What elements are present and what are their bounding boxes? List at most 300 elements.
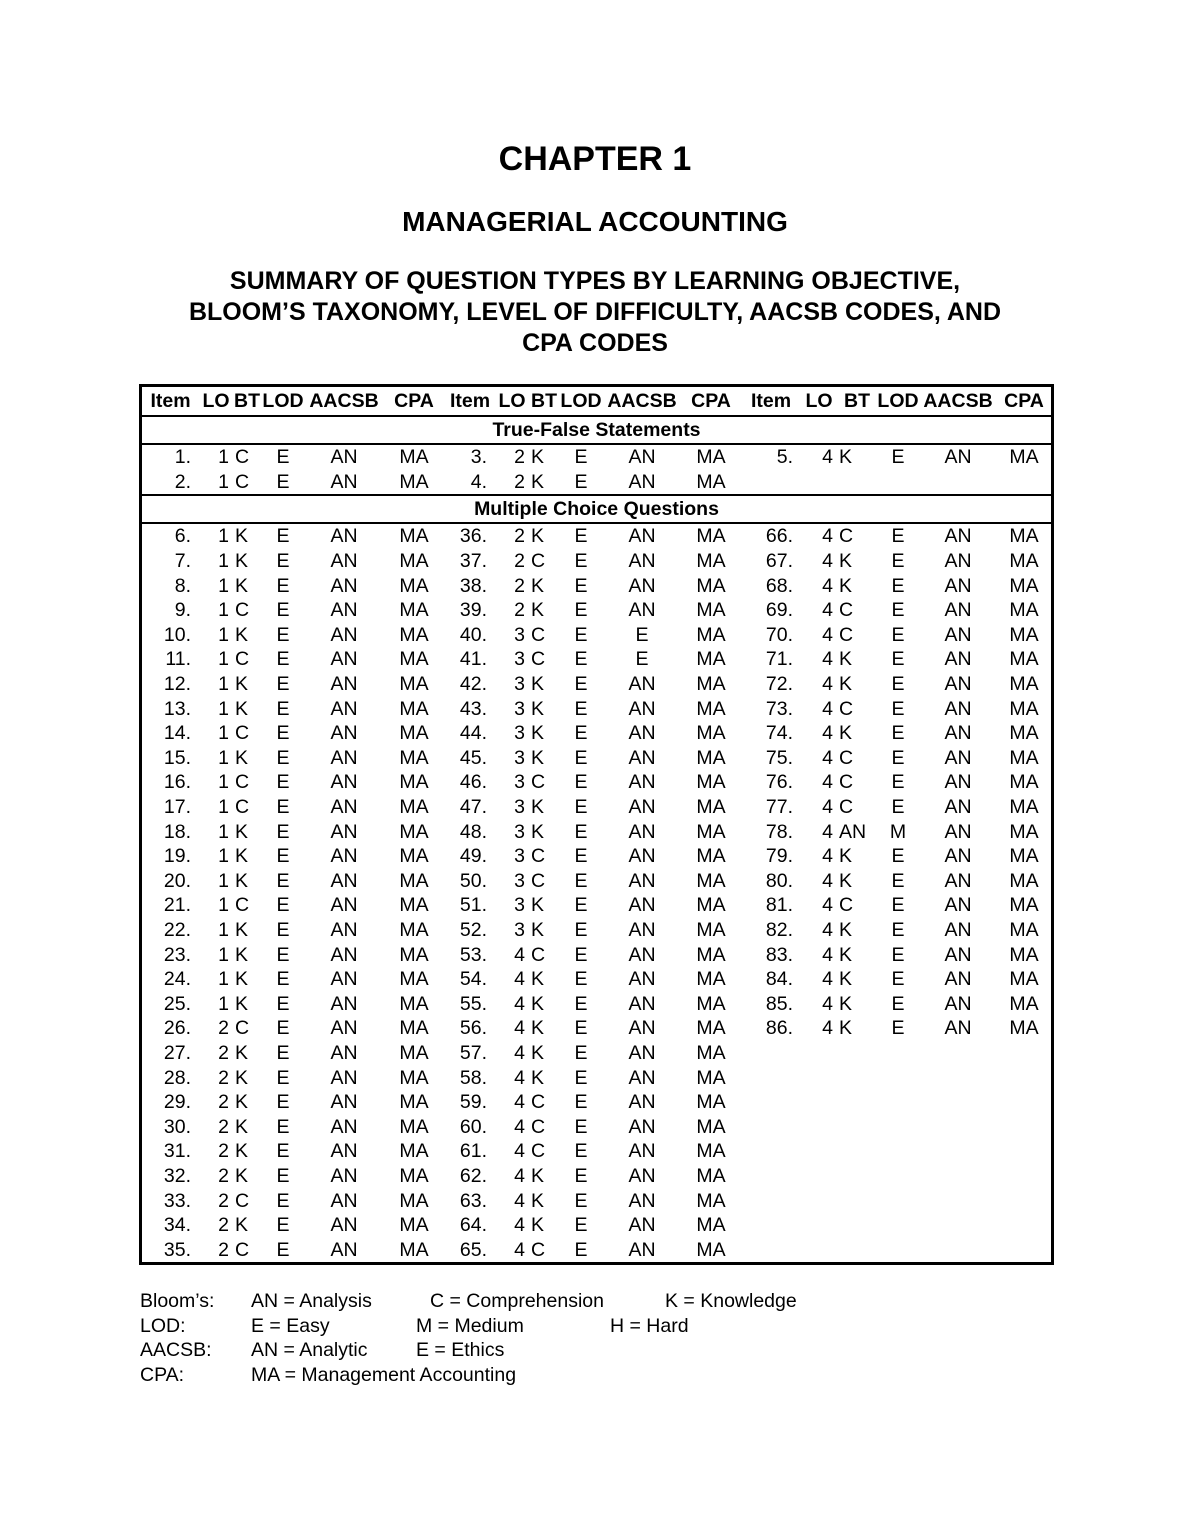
cell-it: 1. — [174, 446, 191, 469]
cell-bt: C — [235, 446, 250, 469]
cell-lod — [877, 1213, 919, 1238]
column-header-lo: LO — [199, 387, 233, 416]
column-header-cpa: CPA — [997, 387, 1051, 416]
cell-lo: 4 — [822, 1017, 833, 1040]
cell-lod: E — [891, 968, 905, 991]
cell-cpa: MA — [399, 648, 429, 671]
cell-cpa: MA — [696, 623, 726, 646]
column-header-item: Item — [445, 387, 495, 416]
cell-aacsb: E — [635, 623, 649, 646]
cell-lo: 4 — [822, 623, 833, 646]
cell-lo: 1 — [218, 599, 229, 622]
cell-lod: E — [276, 525, 290, 548]
cell-cpa: MA — [696, 1115, 726, 1138]
cell-lo: 3 — [514, 771, 525, 794]
cell-cpa: MA — [399, 697, 429, 720]
cell-bt: K — [235, 869, 249, 892]
cell-cpa: MA — [696, 992, 726, 1015]
legend-item: H = Hard — [610, 1314, 689, 1337]
cell-it: 75. — [765, 746, 793, 769]
cell-aacsb: AN — [944, 894, 972, 917]
cell-lo — [801, 1188, 837, 1213]
cell-lod: E — [891, 673, 905, 696]
legend-label: Bloom’s: — [140, 1290, 215, 1312]
cell-it: 55. — [459, 992, 487, 1015]
cell-bt: K — [839, 574, 853, 597]
cell-lo: 4 — [514, 943, 525, 966]
cell-lo: 1 — [218, 746, 229, 769]
cell-bt: C — [839, 623, 854, 646]
cell-lod: E — [574, 918, 588, 941]
cell-lo: 1 — [218, 820, 229, 843]
cell-aacsb: AN — [330, 1017, 358, 1040]
cell-cpa: MA — [696, 968, 726, 991]
table-row — [142, 918, 1051, 943]
cell-cpa: MA — [696, 446, 726, 469]
cell-aacsb — [919, 1090, 997, 1115]
summary-title — [0, 266, 1190, 359]
cell-aacsb: AN — [944, 820, 972, 843]
table-row — [142, 573, 1051, 598]
cell-it: 69. — [765, 599, 793, 622]
cell-lo: 2 — [218, 1017, 229, 1040]
cell-it: 18. — [163, 820, 191, 843]
cell-lo: 1 — [218, 470, 229, 493]
cell-aacsb: AN — [944, 746, 972, 769]
cell-it: 53. — [459, 943, 487, 966]
cell-lo: 1 — [218, 722, 229, 745]
cell-lod — [877, 1164, 919, 1189]
cell-cpa: MA — [399, 1066, 429, 1089]
cell-bt: C — [839, 599, 854, 622]
cell-aacsb: AN — [330, 1238, 358, 1261]
cell-aacsb: AN — [330, 1041, 358, 1064]
cell-aacsb: AN — [628, 918, 656, 941]
cell-aacsb: AN — [944, 722, 972, 745]
cell-lod: E — [891, 918, 905, 941]
cell-it: 28. — [163, 1066, 191, 1089]
cell-bt: K — [531, 525, 545, 548]
cell-aacsb: AN — [944, 697, 972, 720]
cell-lod: E — [574, 1164, 588, 1187]
cell-cpa: MA — [1009, 943, 1039, 966]
cell-lo: 4 — [822, 968, 833, 991]
cell-lod: E — [574, 446, 588, 469]
cell-it: 2. — [174, 470, 191, 493]
cell-aacsb: AN — [944, 1017, 972, 1040]
section-title: True-False Statements — [142, 416, 1051, 444]
cell-aacsb: AN — [330, 525, 358, 548]
table-row — [142, 770, 1051, 795]
table-row — [142, 1041, 1051, 1066]
cell-aacsb: AN — [628, 574, 656, 597]
column-header-bt: BT — [837, 387, 877, 416]
cell-it: 86. — [765, 1017, 793, 1040]
cell-cpa: MA — [696, 869, 726, 892]
table-row — [142, 1090, 1051, 1115]
table-row — [142, 942, 1051, 967]
cell-lod — [877, 1139, 919, 1164]
cell-lo: 4 — [514, 1017, 525, 1040]
cell-lod: E — [574, 525, 588, 548]
cell-lo: 4 — [822, 722, 833, 745]
cell-bt: C — [531, 623, 546, 646]
cell-it: 77. — [765, 796, 793, 819]
table-row — [142, 721, 1051, 746]
cell-cpa: MA — [399, 446, 429, 469]
cell-aacsb: AN — [330, 470, 358, 493]
cell-lo: 2 — [514, 574, 525, 597]
summary-line-2: BLOOM’S TAXONOMY, LEVEL OF DIFFICULTY, AACSB CODES, AND — [188, 298, 1002, 326]
cell-lo: 4 — [822, 771, 833, 794]
cell-aacsb: AN — [330, 446, 358, 469]
cell-aacsb: AN — [330, 697, 358, 720]
legend-item: E = Ethics — [416, 1339, 505, 1361]
cell-it: 52. — [459, 918, 487, 941]
cell-lod — [877, 1090, 919, 1115]
cell-lod: E — [891, 574, 905, 597]
cell-bt: K — [235, 623, 249, 646]
cell-aacsb: AN — [628, 1214, 656, 1237]
cell-aacsb: AN — [628, 1164, 656, 1187]
table-row — [142, 623, 1051, 648]
cell-lo: 3 — [514, 673, 525, 696]
cell-bt: K — [839, 968, 853, 991]
cell-cpa: MA — [399, 968, 429, 991]
cell-lod: E — [276, 869, 290, 892]
cell-lo: 2 — [514, 470, 525, 493]
cell-lo: 1 — [218, 574, 229, 597]
cell-lod: E — [276, 470, 290, 493]
cell-bt: K — [235, 1164, 249, 1187]
cell-bt: K — [235, 574, 249, 597]
cell-it: 20. — [163, 869, 191, 892]
cell-aacsb: AN — [330, 599, 358, 622]
cell-lod: E — [276, 1017, 290, 1040]
column-header-lod: LOD — [559, 387, 603, 416]
cell-lo: 2 — [514, 599, 525, 622]
cell-cpa: MA — [696, 1238, 726, 1261]
cell-cpa: MA — [696, 1066, 726, 1089]
cell-lod: E — [574, 648, 588, 671]
cell-cpa: MA — [399, 1115, 429, 1138]
column-header-lo: LO — [495, 387, 529, 416]
cell-lod: E — [276, 673, 290, 696]
cell-cpa: MA — [399, 943, 429, 966]
cell-lo: 3 — [514, 820, 525, 843]
cell-bt: C — [531, 1140, 546, 1163]
cell-lo: 2 — [514, 550, 525, 573]
cell-lo: 3 — [514, 796, 525, 819]
cell-it: 63. — [459, 1189, 487, 1212]
cell-cpa — [997, 1164, 1051, 1189]
cell-lod: E — [276, 746, 290, 769]
cell-bt: K — [531, 796, 545, 819]
cell-lo: 3 — [514, 648, 525, 671]
cell-it: 41. — [459, 648, 487, 671]
cell-aacsb: AN — [944, 550, 972, 573]
cell-lo: 4 — [514, 1091, 525, 1114]
cell-bt: C — [839, 525, 854, 548]
cell-lo: 2 — [218, 1041, 229, 1064]
cell-it: 38. — [459, 574, 487, 597]
cell-cpa: MA — [696, 525, 726, 548]
cell-lo: 1 — [218, 771, 229, 794]
cell-cpa: MA — [1009, 1017, 1039, 1040]
cell-lo: 4 — [514, 992, 525, 1015]
cell-lo: 4 — [822, 869, 833, 892]
cell-it: 68. — [765, 574, 793, 597]
cell-lod: E — [276, 1214, 290, 1237]
cell-bt — [837, 470, 877, 496]
cell-cpa: MA — [696, 1140, 726, 1163]
cell-it: 19. — [163, 845, 191, 868]
cell-aacsb: AN — [330, 845, 358, 868]
cell-cpa: MA — [1009, 992, 1039, 1015]
table-row — [142, 1237, 1051, 1262]
cell-aacsb: AN — [628, 894, 656, 917]
cell-bt: K — [839, 673, 853, 696]
cell-lo: 3 — [514, 746, 525, 769]
cell-cpa: MA — [696, 943, 726, 966]
cell-bt: K — [531, 470, 545, 493]
cell-bt: K — [235, 525, 249, 548]
cell-it: 24. — [163, 968, 191, 991]
cell-aacsb: AN — [330, 623, 358, 646]
cell-lo: 4 — [514, 1164, 525, 1187]
cell-cpa: MA — [1009, 722, 1039, 745]
cell-it: 42. — [459, 673, 487, 696]
cell-aacsb — [919, 1164, 997, 1189]
cell-bt: C — [235, 722, 250, 745]
cell-lod: E — [574, 1017, 588, 1040]
cell-aacsb: AN — [330, 992, 358, 1015]
cell-bt: K — [531, 1189, 545, 1212]
cell-lod: E — [276, 796, 290, 819]
cell-aacsb — [919, 1114, 997, 1139]
cell-cpa: MA — [696, 1214, 726, 1237]
cell-it: 27. — [163, 1041, 191, 1064]
cell-lod: E — [574, 746, 588, 769]
cell-aacsb: AN — [628, 1140, 656, 1163]
cell-it: 49. — [459, 845, 487, 868]
cell-it: 84. — [765, 968, 793, 991]
cell-lo: 2 — [218, 1214, 229, 1237]
cell-lod: E — [891, 697, 905, 720]
cell-aacsb: AN — [628, 869, 656, 892]
cell-lo: 4 — [514, 1189, 525, 1212]
cell-aacsb: E — [635, 648, 649, 671]
section-title: Multiple Choice Questions — [142, 495, 1051, 523]
table-header-row — [142, 387, 1051, 416]
cell-bt: C — [235, 771, 250, 794]
cell-it: 59. — [459, 1091, 487, 1114]
cell-cpa: MA — [399, 992, 429, 1015]
cell-it: 39. — [459, 599, 487, 622]
cell-lod: E — [574, 1214, 588, 1237]
table-row — [142, 1065, 1051, 1090]
cell-lo: 4 — [514, 1214, 525, 1237]
cell-it: 16. — [163, 771, 191, 794]
cell-aacsb: AN — [628, 525, 656, 548]
cell-bt: C — [235, 470, 250, 493]
table-row — [142, 869, 1051, 894]
cell-cpa: MA — [399, 1238, 429, 1261]
cell-cpa: MA — [399, 470, 429, 493]
cell-cpa: MA — [696, 673, 726, 696]
cell-bt: K — [235, 550, 249, 573]
cell-it: 45. — [459, 746, 487, 769]
table-row — [142, 991, 1051, 1016]
cell-lod: E — [891, 1017, 905, 1040]
cell-aacsb: AN — [944, 796, 972, 819]
cell-lod: E — [276, 574, 290, 597]
question-summary-table — [139, 384, 1054, 1265]
cell-it: 5. — [776, 446, 793, 469]
cell-aacsb: AN — [944, 648, 972, 671]
cell-bt: K — [235, 1041, 249, 1064]
cell-lod: E — [276, 648, 290, 671]
legend-item: AN = Analytic — [251, 1339, 368, 1361]
cell-bt: C — [531, 771, 546, 794]
cell-aacsb: AN — [944, 771, 972, 794]
cell-lod: E — [276, 1041, 290, 1064]
cell-cpa: MA — [696, 550, 726, 573]
cell-aacsb: AN — [330, 1164, 358, 1187]
cell-it: 70. — [765, 623, 793, 646]
cell-lo: 4 — [514, 1238, 525, 1261]
cell-lod: E — [891, 525, 905, 548]
cell-bt — [837, 1237, 877, 1262]
cell-cpa: MA — [696, 1091, 726, 1114]
cell-lod: E — [891, 722, 905, 745]
cell-lo: 3 — [514, 845, 525, 868]
cell-lod: E — [574, 943, 588, 966]
cell-aacsb: AN — [628, 697, 656, 720]
cell-it — [741, 1114, 801, 1139]
cell-it: 71. — [765, 648, 793, 671]
cell-lo: 1 — [218, 894, 229, 917]
cell-aacsb — [919, 1237, 997, 1262]
cell-cpa: MA — [696, 845, 726, 868]
cell-cpa: MA — [399, 1041, 429, 1064]
cell-it: 51. — [459, 894, 487, 917]
cell-cpa: MA — [696, 771, 726, 794]
cell-aacsb — [919, 1213, 997, 1238]
cell-bt: K — [235, 918, 249, 941]
cell-aacsb: AN — [628, 1041, 656, 1064]
table-row — [142, 1188, 1051, 1213]
cell-aacsb: AN — [944, 869, 972, 892]
cell-cpa: MA — [1009, 648, 1039, 671]
cell-lod: E — [276, 1164, 290, 1187]
cell-lo: 2 — [514, 525, 525, 548]
cell-it: 76. — [765, 771, 793, 794]
cell-aacsb: AN — [944, 623, 972, 646]
cell-cpa: MA — [1009, 746, 1039, 769]
cell-it: 47. — [459, 796, 487, 819]
cell-aacsb: AN — [944, 943, 972, 966]
cell-bt: K — [839, 648, 853, 671]
cell-lod: E — [276, 623, 290, 646]
cell-lo: 4 — [822, 746, 833, 769]
column-header-aacsb: AACSB — [919, 387, 997, 416]
cell-bt: C — [531, 1091, 546, 1114]
cell-lod: E — [574, 1140, 588, 1163]
cell-lod: E — [276, 992, 290, 1015]
legend-item: M = Medium — [416, 1314, 524, 1337]
cell-bt: C — [531, 869, 546, 892]
cell-lo: 4 — [822, 525, 833, 548]
cell-cpa: MA — [399, 796, 429, 819]
subject-title: MANAGERIAL ACCOUNTING — [402, 206, 788, 237]
cell-cpa: MA — [696, 918, 726, 941]
cell-cpa — [997, 470, 1051, 496]
cell-cpa: MA — [1009, 771, 1039, 794]
table-row — [142, 844, 1051, 869]
summary-line-3: CPA CODES — [522, 329, 668, 357]
cell-lod — [877, 1237, 919, 1262]
cell-lod: E — [574, 550, 588, 573]
legend-item: K = Knowledge — [665, 1290, 797, 1312]
cell-cpa: MA — [1009, 845, 1039, 868]
cell-it: 8. — [174, 574, 191, 597]
cell-bt: C — [531, 1115, 546, 1138]
cell-bt: K — [531, 697, 545, 720]
cell-bt: K — [531, 1164, 545, 1187]
cell-lod: E — [574, 1238, 588, 1261]
cell-bt: K — [839, 1017, 853, 1040]
cell-cpa: MA — [399, 1017, 429, 1040]
section-header-row — [142, 495, 1051, 523]
cell-cpa: MA — [399, 1091, 429, 1114]
cell-bt: C — [531, 943, 546, 966]
cell-it: 15. — [163, 746, 191, 769]
cell-lo: 4 — [822, 992, 833, 1015]
cell-bt: C — [839, 771, 854, 794]
table-row — [142, 1213, 1051, 1238]
cell-it: 57. — [459, 1041, 487, 1064]
cell-cpa: MA — [696, 574, 726, 597]
cell-cpa: MA — [696, 1017, 726, 1040]
cell-lo: 1 — [218, 550, 229, 573]
cell-cpa — [997, 1213, 1051, 1238]
cell-aacsb: AN — [944, 968, 972, 991]
cell-it: 54. — [459, 968, 487, 991]
cell-lo: 2 — [218, 1115, 229, 1138]
cell-bt: K — [531, 1066, 545, 1089]
cell-lo — [801, 1065, 837, 1090]
cell-it: 48. — [459, 820, 487, 843]
cell-lod: E — [891, 894, 905, 917]
cell-it: 9. — [174, 599, 191, 622]
cell-bt: K — [235, 1214, 249, 1237]
column-header-lod: LOD — [261, 387, 305, 416]
cell-lod: E — [891, 771, 905, 794]
cell-bt: K — [531, 599, 545, 622]
table-row — [142, 795, 1051, 820]
cell-bt: C — [531, 1238, 546, 1261]
cell-aacsb — [919, 1065, 997, 1090]
cell-lo — [801, 1237, 837, 1262]
cell-bt: C — [531, 845, 546, 868]
cell-bt: C — [531, 550, 546, 573]
cell-lod: E — [574, 1189, 588, 1212]
cell-bt: C — [235, 1189, 250, 1212]
cell-aacsb: AN — [330, 1091, 358, 1114]
cell-lo: 2 — [218, 1164, 229, 1187]
cell-lo: 2 — [218, 1140, 229, 1163]
